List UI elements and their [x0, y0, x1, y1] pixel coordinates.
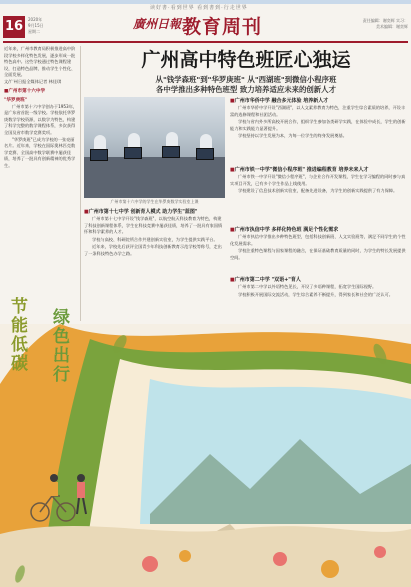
section-heading: ■广州市第十七中学 创新育人模式 助力学生"蓝图"	[84, 209, 198, 215]
section-title: 教育周刊	[182, 16, 263, 38]
column-divider	[80, 46, 81, 321]
flower	[179, 550, 191, 562]
foreground-hill	[0, 526, 411, 587]
walker-body	[77, 482, 85, 498]
article-section-17	[84, 208, 225, 320]
date-line: 9月15日	[28, 23, 44, 28]
article-subheadline	[84, 75, 408, 95]
section-heading: ■广州市执信中学 多样化特色班 满足个性化需求	[230, 227, 339, 233]
article-section-huaqiao	[230, 97, 408, 163]
section-heading: ■广州市第二中学 "双语+"育人	[230, 277, 301, 283]
page-number: 16	[3, 16, 25, 38]
flower	[273, 552, 287, 566]
editor-line: 责任编辑：谢奕辉 实习：	[362, 18, 408, 23]
sidebar-column	[4, 46, 78, 321]
computer-screen	[196, 148, 214, 160]
article-paragraph: 广州市华侨中学开设"西湖班"，以人文素养教育为特色，注重学生综合素质的培养，开设丰富的选修课程和社团活动。	[230, 105, 406, 117]
article-paragraph: 学校坚持以学生发展为本，为每一位学生的终身发展奠基。	[238, 133, 347, 139]
article-paragraph: 学校与高校、科研院所合作共建创新实验室，为学生提供实践平台。	[92, 236, 218, 242]
sidebar-heading: ■广州市第十六中学	[4, 88, 46, 94]
article-section-zhixin	[230, 226, 408, 274]
article-paragraph: 近年来，学校先后获评全国青少年科技创新教育示范学校等称号，走出了一条科技特色办学之路。	[84, 244, 222, 256]
subheadline-line: 从"钱学森班"到"华罗庚班" 从"西湖班"到微信小程序班	[155, 75, 337, 84]
article-paragraph: 学校注重特色课程与国家课程的融合，在保证基础教育质量的同时，为学生的特长发展提供空间。	[230, 248, 406, 260]
editor-line: 美术编辑：谢奕辉	[376, 24, 408, 29]
article-paragraph: 广州市第二中学以外语特色见长，开设了多语种课程，拓宽学生国际视野。	[238, 284, 377, 289]
section-heading: ■广州市华侨中学 融合多元体验 培养新人才	[230, 98, 329, 104]
newspaper-slogan: 读好書·看到世界 看到書到·行走世界	[150, 5, 248, 11]
newspaper-logo: 廣州日報	[133, 17, 182, 31]
walker-head	[77, 474, 85, 482]
article-paragraph: 广州市第十七中学开设"钱学森班"，以航空航天科技教育为特色，构建了科技创新课程体系，学生在科技竞赛中屡获佳绩，培养了一批具有家国情怀和科学素养的人才。	[84, 216, 223, 235]
classroom-photo	[84, 97, 225, 198]
sidebar-paragraph: "华罗庚班"已成为学校的一张亮丽名片。近年来，学校在国际奥林匹克数学竞赛、全国高中数学联赛中屡获佳绩，培养了一批具有创新精神的优秀学生。	[4, 136, 76, 168]
page-header	[0, 14, 411, 40]
computer-screen	[90, 149, 108, 161]
header-rule	[3, 41, 408, 43]
classroom-desk	[84, 157, 225, 198]
date-line: 2020年	[28, 17, 43, 22]
banner-slogan-energy: 节能低碳	[7, 297, 27, 373]
article-paragraph: 广州市执信中学推出多种特色班型，包括科技创新班、人文实验班等，满足不同学生的个性化发展需求。	[230, 234, 406, 246]
subheadline-line: 各中学推出多种特色班型 致力培养适应未来的创新人才	[156, 85, 336, 94]
article-paragraph: 广州市铁一中学开设"微信小程序班"，与企业合作开发课程，学生在学习编程的同时参与真实项目开发，已有多个学生作品上线使用。	[230, 174, 406, 186]
photo-caption: 广州市第十六中学的学生在华罗庚数学实验室上课	[110, 199, 199, 204]
flower	[142, 556, 158, 572]
article-section-tieyi	[230, 166, 408, 224]
banner-slogan-travel: 绿色出行	[49, 308, 69, 384]
flower	[374, 546, 386, 558]
flower	[321, 560, 339, 578]
computer-screen	[124, 147, 142, 159]
sidebar-byline: 文/广州日报全媒体记者 林佳琪	[4, 78, 62, 84]
sidebar-paragraph: 广州市第十六中学创办于1953年，是广东省首批一级学校。学校依托华罗庚数学学校资源，以数学为特色，构建了科学完整的数学课程体系，多次获得全国及省市数学竞赛奖项。	[4, 103, 78, 135]
rider-head	[50, 474, 58, 482]
computer-screen	[162, 146, 180, 158]
rider-body	[50, 482, 58, 496]
dateline	[28, 17, 70, 35]
article-headline: 广州高中特色班匠心独运	[141, 49, 351, 71]
sidebar-subheading: "华罗庚班"	[4, 97, 28, 103]
date-line: 星期二	[28, 29, 40, 34]
editor-credits	[300, 18, 408, 30]
article-paragraph: 学校积极开展国际交流活动，学生综合素养不断提升，得到家长和社会的广泛认可。	[238, 291, 393, 297]
article-paragraph: 学校建设了信息技术创新实验室，配备先进设备，为学生的创新实践提供了有力保障。	[238, 188, 398, 194]
sidebar-intro: 近年来，广州市教育局积极推进高中阶段学校多样化特色发展，逐步形成一批特色高中。这些学校通过特色课程建设，打造特色品牌，推动学生个性化、全面发展。	[4, 46, 76, 78]
article-section-erzhong	[230, 276, 408, 320]
section-heading: ■广州市铁一中学"微信小程序班" 推进编程教育 培养未来人才	[230, 167, 369, 173]
article-paragraph: 学校与省内外多所高校开展合作，组织学生参加各类研学实践，在体验中成长，学生的创新能力和实践能力显著提升。	[230, 119, 406, 131]
